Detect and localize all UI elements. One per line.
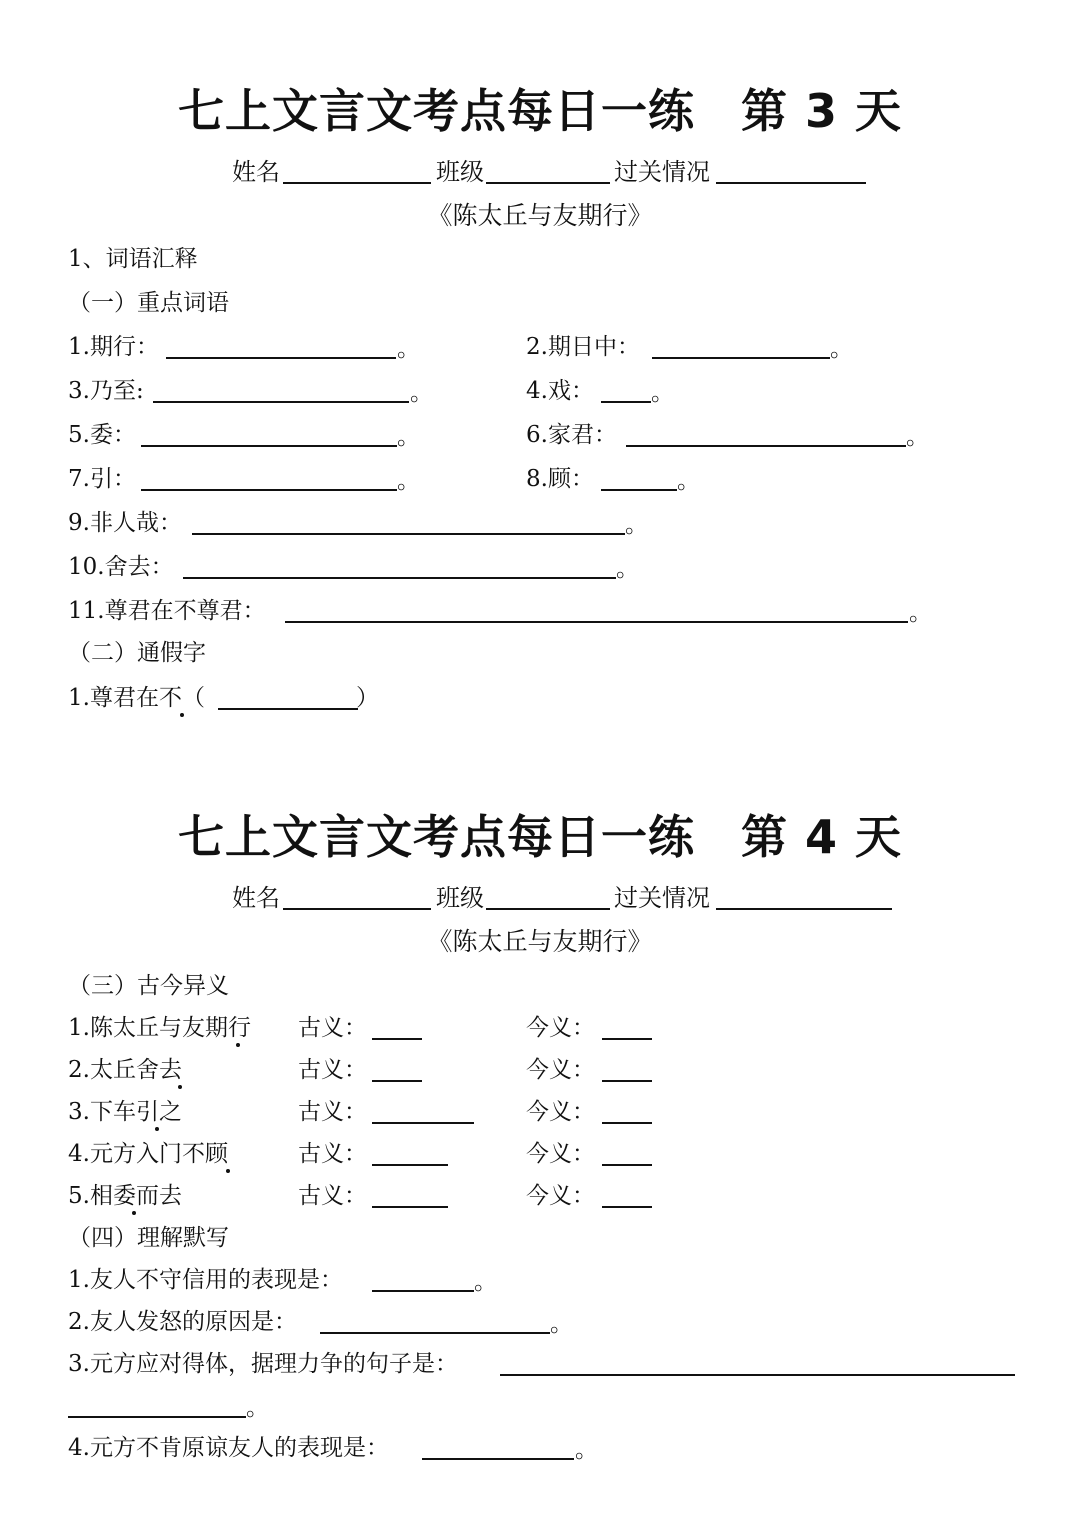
emphasis-dot bbox=[178, 1085, 182, 1089]
question: 4.元方不肯原谅友人的表现是： bbox=[68, 1435, 389, 1461]
answer-blank[interactable] bbox=[141, 489, 397, 491]
vocab-item: 6.家君： bbox=[526, 422, 617, 448]
answer-blank[interactable] bbox=[372, 1122, 474, 1124]
answer-blank[interactable] bbox=[372, 1038, 422, 1040]
answer-blank[interactable] bbox=[601, 401, 651, 403]
emphasis-dot bbox=[132, 1211, 136, 1215]
gujin-item: 2.太丘舍去 bbox=[68, 1057, 182, 1083]
answer-blank[interactable] bbox=[320, 1332, 550, 1334]
gujin-item: 1.陈太丘与友期行 bbox=[68, 1015, 251, 1041]
period: 。 bbox=[575, 1437, 598, 1463]
gu-label: 古义： bbox=[298, 1015, 367, 1041]
answer-blank[interactable] bbox=[183, 577, 616, 579]
period: 。 bbox=[474, 1269, 497, 1295]
jin-label: 今义： bbox=[526, 1183, 595, 1209]
status-blank[interactable] bbox=[716, 182, 866, 184]
class-blank[interactable] bbox=[486, 182, 610, 184]
vocab-item: 8.顾： bbox=[526, 466, 594, 492]
tongjia-close: ） bbox=[356, 685, 379, 711]
class-label: 班级 bbox=[436, 158, 484, 186]
gu-label: 古义： bbox=[298, 1057, 367, 1083]
class-blank[interactable] bbox=[486, 908, 610, 910]
page-title-day3 bbox=[0, 84, 1080, 138]
subtitle: 《陈太丘与友期行》 bbox=[427, 201, 653, 230]
gu-label: 古义： bbox=[298, 1141, 367, 1167]
question: 1.友人不守信用的表现是： bbox=[68, 1267, 343, 1293]
day-label: 第 3 天 bbox=[740, 84, 903, 138]
tongjia-item: 1.尊君在不（ bbox=[68, 685, 205, 711]
period: 。 bbox=[625, 512, 648, 538]
period: 。 bbox=[909, 600, 932, 626]
vocab-item: 9.非人哉： bbox=[68, 510, 182, 536]
answer-blank[interactable] bbox=[602, 1164, 652, 1166]
answer-blank[interactable] bbox=[602, 1038, 652, 1040]
question: 2.友人发怒的原因是： bbox=[68, 1309, 297, 1335]
question: 3.元方应对得体，据理力争的句子是： bbox=[68, 1351, 458, 1377]
answer-blank[interactable] bbox=[218, 708, 358, 710]
class-label: 班级 bbox=[436, 884, 484, 912]
status-label: 过关情况 bbox=[614, 158, 710, 186]
period: 。 bbox=[830, 336, 853, 362]
answer-blank-continued[interactable] bbox=[68, 1416, 246, 1418]
period: 。 bbox=[550, 1311, 573, 1337]
period: 。 bbox=[397, 336, 420, 362]
gu-label: 古义： bbox=[298, 1099, 367, 1125]
part-heading: （二）通假字 bbox=[68, 640, 206, 666]
answer-blank[interactable] bbox=[372, 1164, 448, 1166]
status-blank[interactable] bbox=[716, 908, 892, 910]
answer-blank[interactable] bbox=[285, 621, 908, 623]
jin-label: 今义： bbox=[526, 1141, 595, 1167]
jin-label: 今义： bbox=[526, 1015, 595, 1041]
vocab-item: 10.舍去： bbox=[68, 554, 174, 580]
answer-blank[interactable] bbox=[602, 1122, 652, 1124]
part-heading: （一）重点词语 bbox=[68, 290, 229, 316]
emphasis-dot bbox=[226, 1169, 230, 1173]
period: 。 bbox=[397, 468, 420, 494]
emphasis-dot bbox=[155, 1127, 159, 1131]
answer-blank[interactable] bbox=[192, 533, 625, 535]
period: 。 bbox=[651, 380, 674, 406]
gujin-item: 3.下车引之 bbox=[68, 1099, 182, 1125]
period: 。 bbox=[677, 468, 700, 494]
vocab-item: 5.委： bbox=[68, 422, 136, 448]
status-label: 过关情况 bbox=[614, 884, 710, 912]
section-heading: 1、词语汇释 bbox=[68, 246, 198, 272]
answer-blank[interactable] bbox=[601, 489, 677, 491]
answer-blank[interactable] bbox=[602, 1206, 652, 1208]
name-blank[interactable] bbox=[283, 182, 431, 184]
title-text: 七上文言文考点每日一练 bbox=[177, 84, 695, 138]
page-title-day4 bbox=[0, 810, 1080, 864]
part-heading: （四）理解默写 bbox=[68, 1225, 229, 1251]
emphasis-dot bbox=[180, 713, 184, 717]
answer-blank[interactable] bbox=[166, 357, 396, 359]
emphasis-dot bbox=[236, 1043, 240, 1047]
subtitle: 《陈太丘与友期行》 bbox=[427, 927, 653, 956]
answer-blank[interactable] bbox=[372, 1080, 422, 1082]
period: 。 bbox=[616, 556, 639, 582]
day-label: 第 4 天 bbox=[740, 810, 903, 864]
title-text: 七上文言文考点每日一练 bbox=[177, 810, 695, 864]
gujin-item: 4.元方入门不顾 bbox=[68, 1141, 228, 1167]
jin-label: 今义： bbox=[526, 1099, 595, 1125]
answer-blank[interactable] bbox=[652, 357, 830, 359]
vocab-item: 1.期行： bbox=[68, 334, 159, 360]
answer-blank[interactable] bbox=[500, 1374, 1015, 1376]
answer-blank[interactable] bbox=[372, 1206, 448, 1208]
gu-label: 古义： bbox=[298, 1183, 367, 1209]
name-label: 姓名 bbox=[232, 884, 280, 912]
answer-blank[interactable] bbox=[602, 1080, 652, 1082]
vocab-item: 7.引： bbox=[68, 466, 136, 492]
answer-blank[interactable] bbox=[153, 401, 409, 403]
vocab-item: 11.尊君在不尊君： bbox=[68, 598, 266, 624]
name-blank[interactable] bbox=[283, 908, 431, 910]
name-label: 姓名 bbox=[232, 158, 280, 186]
answer-blank[interactable] bbox=[141, 445, 397, 447]
gujin-item: 5.相委而去 bbox=[68, 1183, 182, 1209]
vocab-item: 2.期日中： bbox=[526, 334, 640, 360]
vocab-item: 3.乃至: bbox=[68, 378, 144, 404]
period: 。 bbox=[906, 424, 929, 450]
answer-blank[interactable] bbox=[372, 1290, 474, 1292]
part-heading: （三）古今异义 bbox=[68, 973, 229, 999]
vocab-item: 4.戏： bbox=[526, 378, 594, 404]
period: 。 bbox=[410, 380, 433, 406]
jin-label: 今义： bbox=[526, 1057, 595, 1083]
answer-blank[interactable] bbox=[422, 1458, 574, 1460]
period: 。 bbox=[246, 1395, 269, 1421]
answer-blank[interactable] bbox=[626, 445, 906, 447]
period: 。 bbox=[397, 424, 420, 450]
